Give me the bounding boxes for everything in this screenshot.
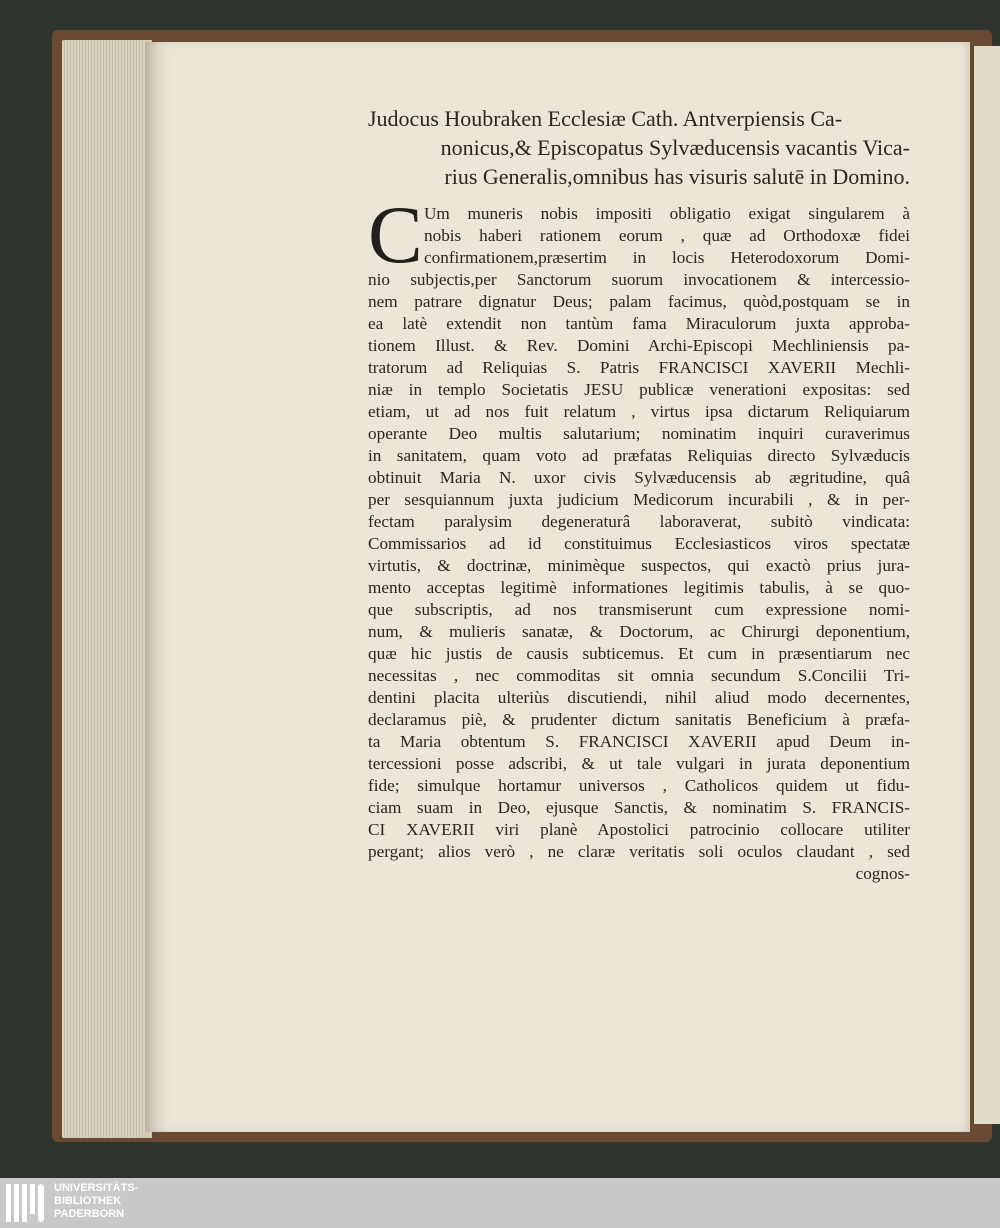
body-line: que subscriptis, ad nos transmiserunt cum expressione nomi- <box>368 600 910 619</box>
next-page-strip <box>972 46 1000 1124</box>
heading-line: rius Generalis,omnibus has visuris salutē in Domino. <box>444 164 910 189</box>
page-edges <box>62 40 152 1138</box>
body-line: fectam paralysim degeneraturâ laboraverat, subitò vindicata: <box>368 512 910 531</box>
drop-cap-initial: C <box>368 189 423 280</box>
body-line: virtutis, & doctrinæ, minimèque suspectos, qui exactò prius jura- <box>368 556 910 575</box>
catchword: cognos- <box>855 864 910 883</box>
library-name <box>54 1182 138 1221</box>
body-line: mento acceptas legitimè informationes legitimis tabulis, à se quo- <box>368 578 910 597</box>
library-footer-bar <box>0 1178 1000 1228</box>
body-line: confirmationem,præsertim in locis Heterodoxorum Domi- <box>424 248 910 267</box>
body-line: nem patrare dignatur Deus; palam facimus, quòd,postquam se in <box>368 292 910 311</box>
body-line: tratorum ad Reliquias S. Patris FRANCISCI XAVERII Mechli- <box>368 358 910 377</box>
body-line: fide; simulque hortamur universos , Catholicos quidem ut fidu- <box>368 776 910 795</box>
body-line: nio subjectis,per Sanctorum suorum invocationem & intercessio- <box>368 270 910 289</box>
body-line: Um muneris nobis impositi obligatio exigat singularem à <box>424 204 910 223</box>
body-line: ea latè extendit non tantùm fama Miraculorum juxta approba- <box>368 314 910 333</box>
body-line: tercessioni posse adscribi, & ut tale vulgari in jurata deponentium <box>368 754 910 773</box>
body-line: in sanitatem, quam voto ad præfatas Reliquias directo Sylvæducis <box>368 446 910 465</box>
body-line: niæ in templo Societatis JESU publicæ venerationi expositas: sed <box>368 380 910 399</box>
body-line: quæ hic justis de causis subticemus. Et cum in præsentiarum nec <box>368 644 910 663</box>
body-line: per sesquiannum juxta judicium Medicorum incurabili , & in per- <box>368 490 910 509</box>
library-name-line: BIBLIOTHEK <box>54 1195 122 1207</box>
body-line: ciam suam in Deo, ejusque Sanctis, & nominatim S. FRANCIS- <box>368 798 910 817</box>
body-line: etiam, ut ad nos fuit relatum , virtus ipsa dictarum Reliquiarum <box>368 402 910 421</box>
body-line: operante Deo multis salutarium; nominatim inquiri curaverimus <box>368 424 910 443</box>
body-line: num, & mulieris sanatæ, & Doctorum, ac Chirurgi deponentium, <box>368 622 910 641</box>
page-heading <box>368 104 910 191</box>
library-name-line: UNIVERSITÄTS- <box>54 1182 139 1194</box>
body-line: pergant; alios verò , ne claræ veritatis soli oculos claudant , sed <box>368 842 910 861</box>
body-line: ta Maria obtentum S. FRANCISCI XAVERII apud Deum in- <box>368 732 910 751</box>
body-line: tionem Illust. & Rev. Domini Archi-Episcopi Mechliniensis pa- <box>368 336 910 355</box>
heading-line: nonicus,& Episcopatus Sylvæducensis vacantis Vica- <box>440 135 910 160</box>
heading-line: Judocus Houbraken Ecclesiæ Cath. Antverpiensis Ca- <box>368 106 843 131</box>
body-line: Commissarios ad id constituimus Ecclesiasticos viros spectatæ <box>368 534 910 553</box>
body-line: dentini placita ulteriùs discutiendi, nihil aliud modo decernentes, <box>368 688 910 707</box>
body-line: obtinuit Maria N. uxor civis Sylvæducensis ab ægritudine, quâ <box>368 468 910 487</box>
library-logo-icon <box>6 1184 48 1222</box>
page-text <box>368 104 910 885</box>
body-text <box>368 189 910 885</box>
body-line: declaramus piè, & prudenter dictum sanitatis Beneficium à præfa- <box>368 710 910 729</box>
body-line: nobis haberi rationem eorum , quæ ad Orthodoxæ fidei <box>424 226 910 245</box>
body-line: CI XAVERII viri planè Apostolici patrocinio collocare utiliter <box>368 820 910 839</box>
library-name-line: PADERBORN <box>54 1208 125 1220</box>
body-line: necessitas , nec commoditas sit omnia secundum S.Concilii Tri- <box>368 666 910 685</box>
